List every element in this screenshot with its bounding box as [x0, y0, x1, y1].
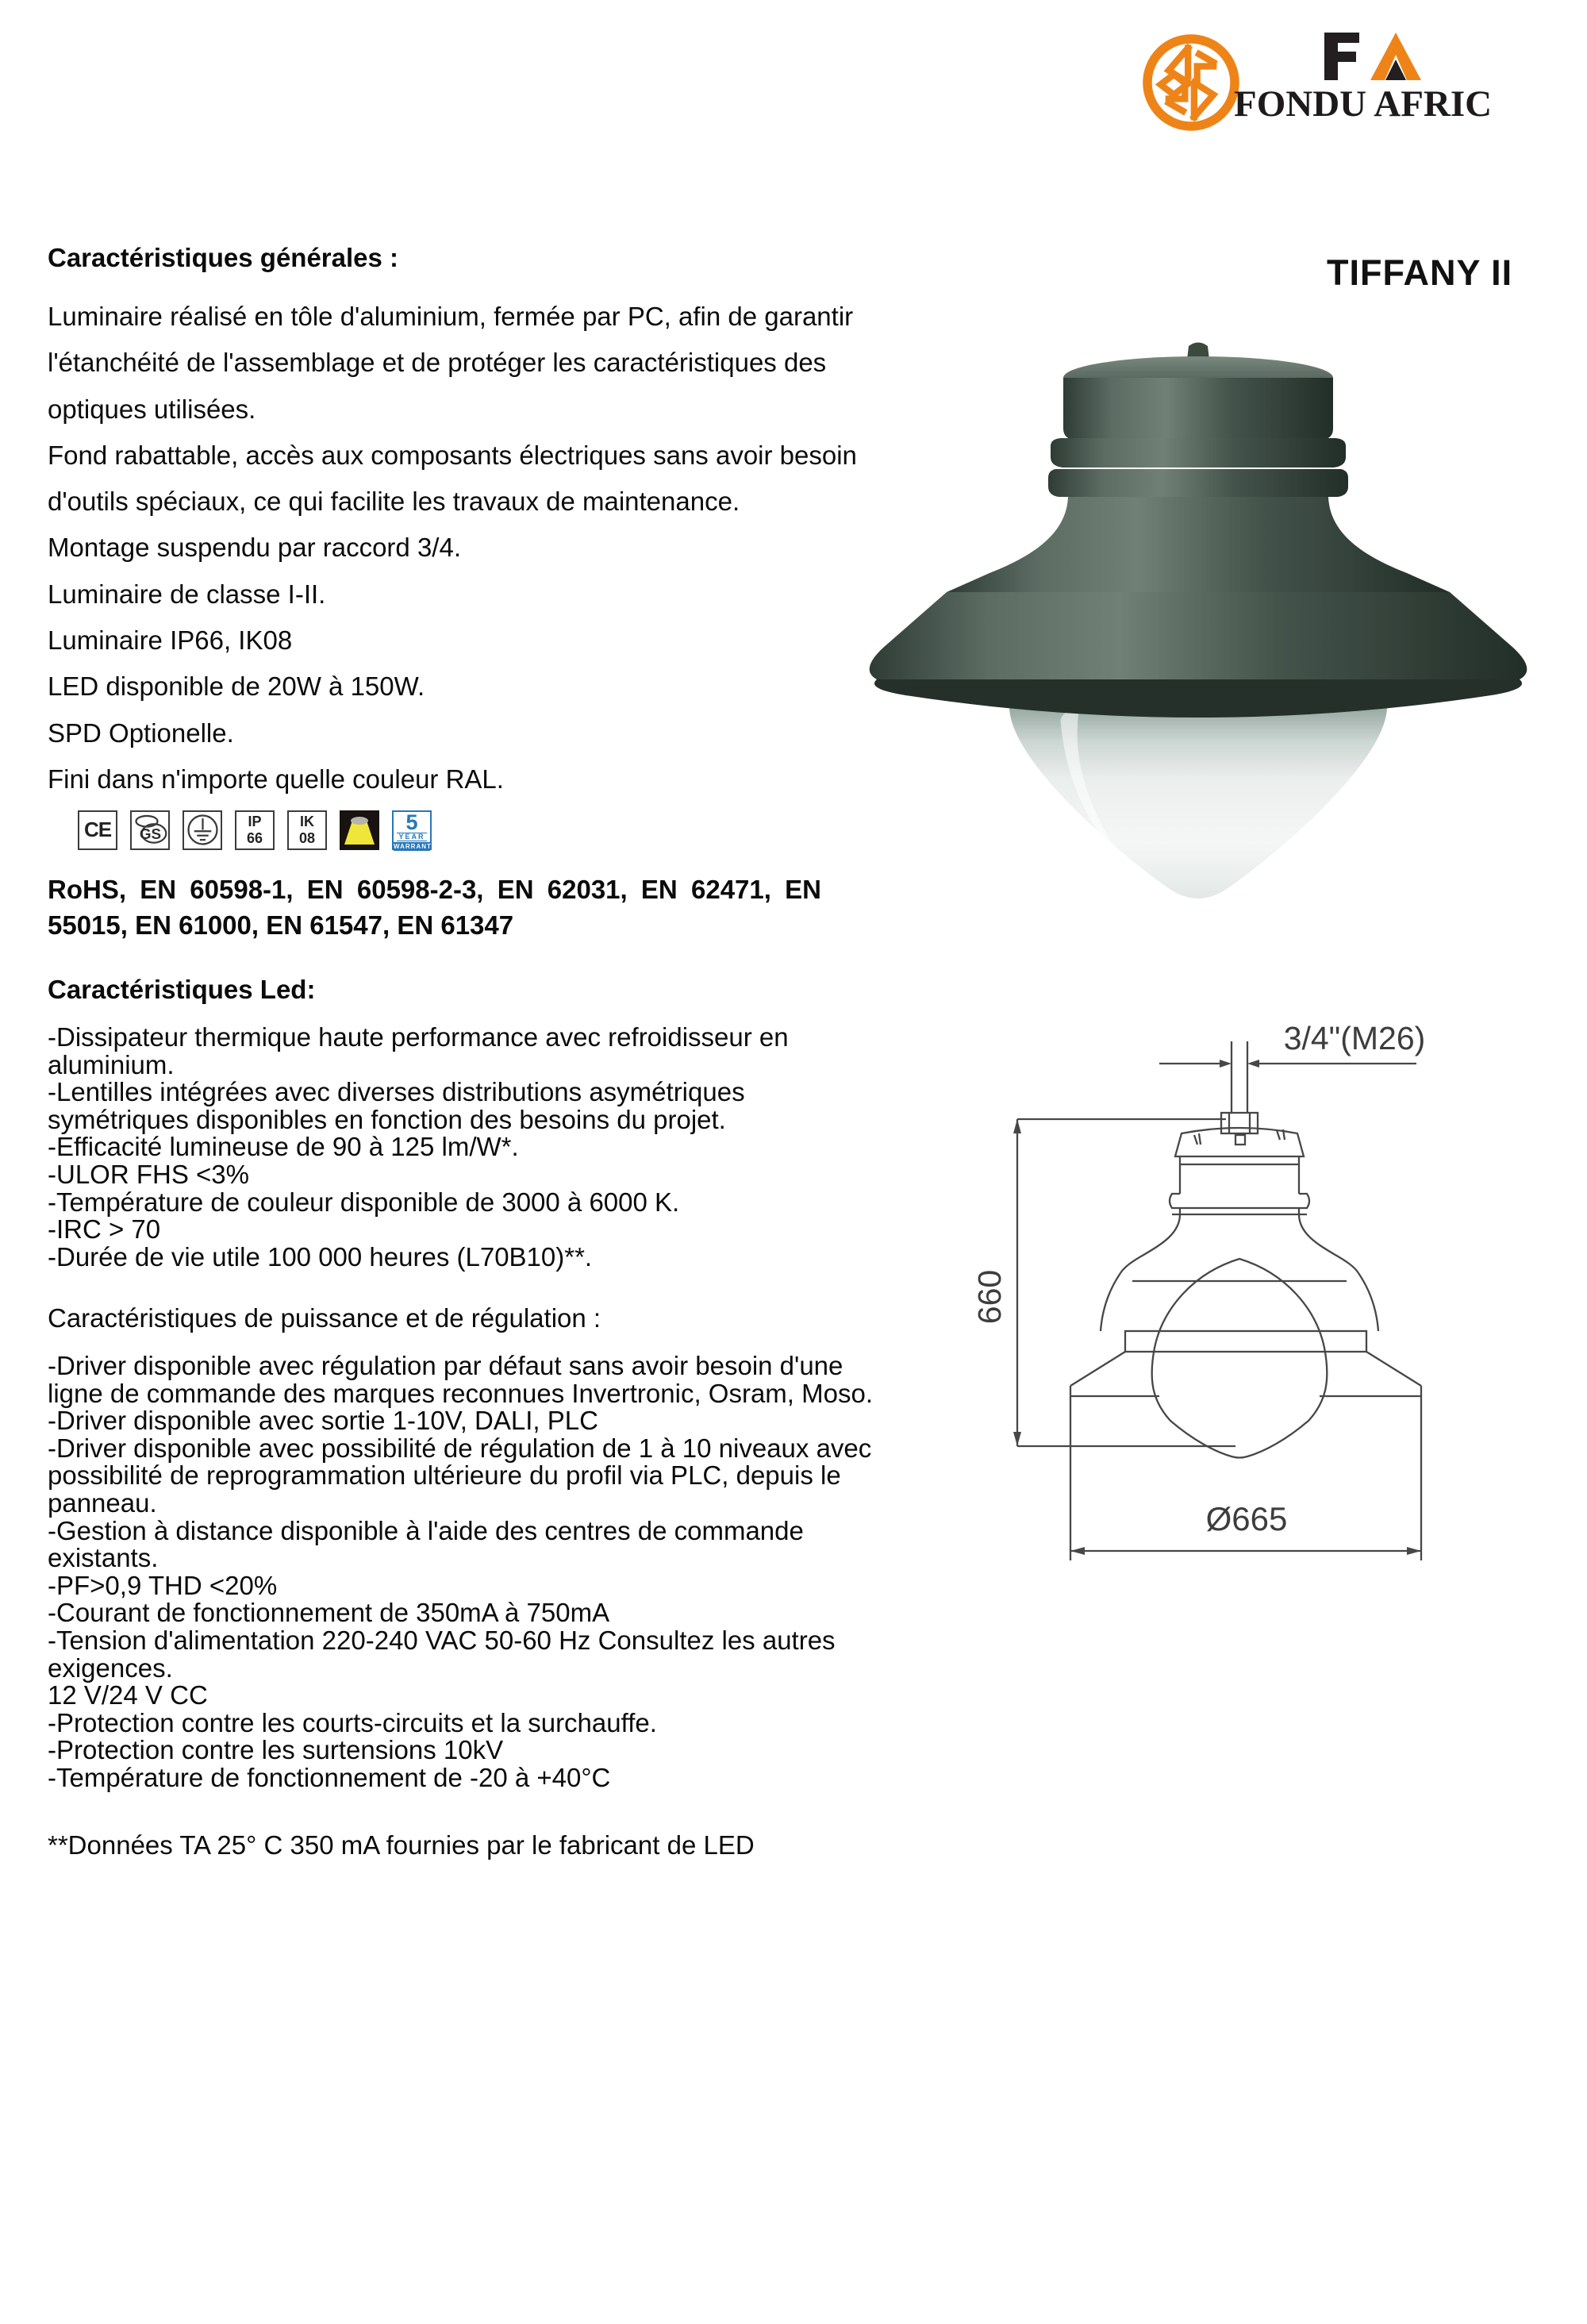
- text-line: -Dissipateur thermique haute performance avec refroidisseur en: [48, 1022, 789, 1052]
- text-line: Luminaire réalisé en tôle d'aluminium, fermée par PC, afin de garantir: [48, 302, 854, 331]
- section-heading-power: Caractéristiques de puissance et de régulation :: [48, 1303, 601, 1333]
- text-line: Montage suspendu par raccord 3/4.: [48, 533, 461, 563]
- warranty-number: 5: [405, 810, 418, 834]
- warranty-text: WARRANTY: [394, 843, 437, 850]
- text-line: 12 V/24 V CC: [48, 1680, 208, 1710]
- company-logo: [1140, 24, 1505, 143]
- text-line: Luminaire IP66, IK08: [48, 625, 293, 656]
- warranty-5year-icon: [392, 810, 437, 850]
- text-line: symétriques disponibles en fonction des besoins du projet.: [48, 1104, 726, 1134]
- text-line: Fini dans n'importe quelle couleur RAL.: [48, 764, 504, 794]
- text-line: exigences.: [48, 1653, 173, 1683]
- text-line: -Courant de fonctionnement de 350mA à 750mA: [48, 1598, 610, 1628]
- dimension-label-diameter: Ø665: [1205, 1500, 1288, 1537]
- text-line: -ULOR FHS <3%: [48, 1159, 249, 1189]
- text-line: -Driver disponible avec sortie 1-10V, DALI, PLC: [48, 1406, 598, 1436]
- text-line: existants.: [48, 1543, 159, 1573]
- ce-label: CE: [83, 818, 112, 841]
- text-line: d'outils spéciaux, ce qui facilite les travaux de maintenance.: [48, 487, 740, 517]
- ip66-rating-icon: [235, 810, 275, 850]
- text-line: LED disponible de 20W à 150W.: [48, 671, 425, 702]
- earth-symbol-icon: [183, 810, 222, 850]
- general-paragraph: [48, 294, 857, 802]
- ip-value: 66: [246, 830, 263, 846]
- text-line: -PF>0,9 THD <20%: [48, 1570, 278, 1600]
- standards-line-1: RoHS, EN 60598-1, EN 60598-2-3, EN 62031, EN 62471, EN: [48, 875, 821, 904]
- fondu-afric-emblem-icon: [1140, 32, 1242, 133]
- text-line: Fond rabattable, accès aux composants électriques sans avoir besoin: [48, 440, 857, 470]
- ce-mark-icon: [78, 810, 117, 850]
- text-line: -Driver disponible avec régulation par défaut sans avoir besoin d'une: [48, 1351, 843, 1380]
- text-line: aluminium.: [48, 1049, 175, 1079]
- text-line: Luminaire de classe I-II.: [48, 579, 326, 609]
- gs-label: GS: [139, 826, 161, 844]
- text-line: -Température de couleur disponible de 3000 à 6000 K.: [48, 1187, 680, 1217]
- text-line: -Efficacité lumineuse de 90 à 125 lm/W*.: [48, 1132, 519, 1162]
- warranty-year: YEAR: [397, 833, 427, 841]
- footnote-text: **Données TA 25° C 350 mA fournies par le fabricant de LED: [48, 1830, 755, 1860]
- section-heading-general: Caractéristiques générales :: [48, 243, 399, 272]
- dimension-label-thread: 3/4"(M26): [1283, 1020, 1426, 1056]
- section-heading-led: Caractéristiques Led:: [48, 975, 316, 1004]
- led-paragraph: [48, 1024, 821, 1271]
- ik-label: IK: [300, 814, 314, 829]
- text-line: -Lentilles intégrées avec diverses distributions asymétriques: [48, 1077, 745, 1107]
- light-distribution-icon: [340, 810, 379, 850]
- company-name: FONDU AFRIC: [1234, 83, 1493, 125]
- text-line: -Tension d'alimentation 220-240 VAC 50-60 Hz Consultez les autres: [48, 1625, 836, 1655]
- text-line: -IRC > 70: [48, 1214, 161, 1245]
- text-line: SPD Optionelle.: [48, 718, 234, 748]
- text-line: panneau.: [48, 1487, 157, 1518]
- text-line: -Protection contre les surtensions 10kV: [48, 1735, 504, 1765]
- text-line: -Protection contre les courts-circuits et la surchauffe.: [48, 1707, 657, 1737]
- technical-drawing: [956, 994, 1583, 1568]
- text-line: l'étanchéité de l'assemblage et de protéger les caractéristiques des: [48, 348, 827, 378]
- text-line: possibilité de reprogrammation ultérieure du profil via PLC, depuis le: [48, 1460, 841, 1491]
- fa-monogram-icon: [1321, 30, 1429, 83]
- text-line: optiques utilisées.: [48, 394, 256, 424]
- ip-label: IP: [248, 814, 262, 829]
- text-line: -Durée de vie utile 100 000 heures (L70B10)**.: [48, 1241, 593, 1272]
- standards-line-2: 55015, EN 61000, EN 61547, EN 61347: [48, 910, 514, 940]
- ik-value: 08: [298, 830, 316, 846]
- power-paragraph: [48, 1351, 873, 1792]
- gs-mark-icon: [130, 810, 170, 850]
- dimension-label-height: 660: [971, 1269, 1008, 1325]
- text-line: -Gestion à distance disponible à l'aide des centres de commande: [48, 1515, 804, 1545]
- product-photo: [853, 333, 1543, 913]
- page-title: TIFFANY II: [1327, 252, 1513, 293]
- standards-text: [48, 872, 821, 943]
- text-line: -Driver disponible avec possibilité de régulation de 1 à 10 niveaux avec: [48, 1433, 872, 1463]
- text-line: -Température de fonctionnement de -20 à +40°C: [48, 1762, 611, 1792]
- text-line: ligne de commande des marques reconnues Invertronic, Osram, Moso.: [48, 1378, 873, 1408]
- ik08-rating-icon: [287, 810, 327, 850]
